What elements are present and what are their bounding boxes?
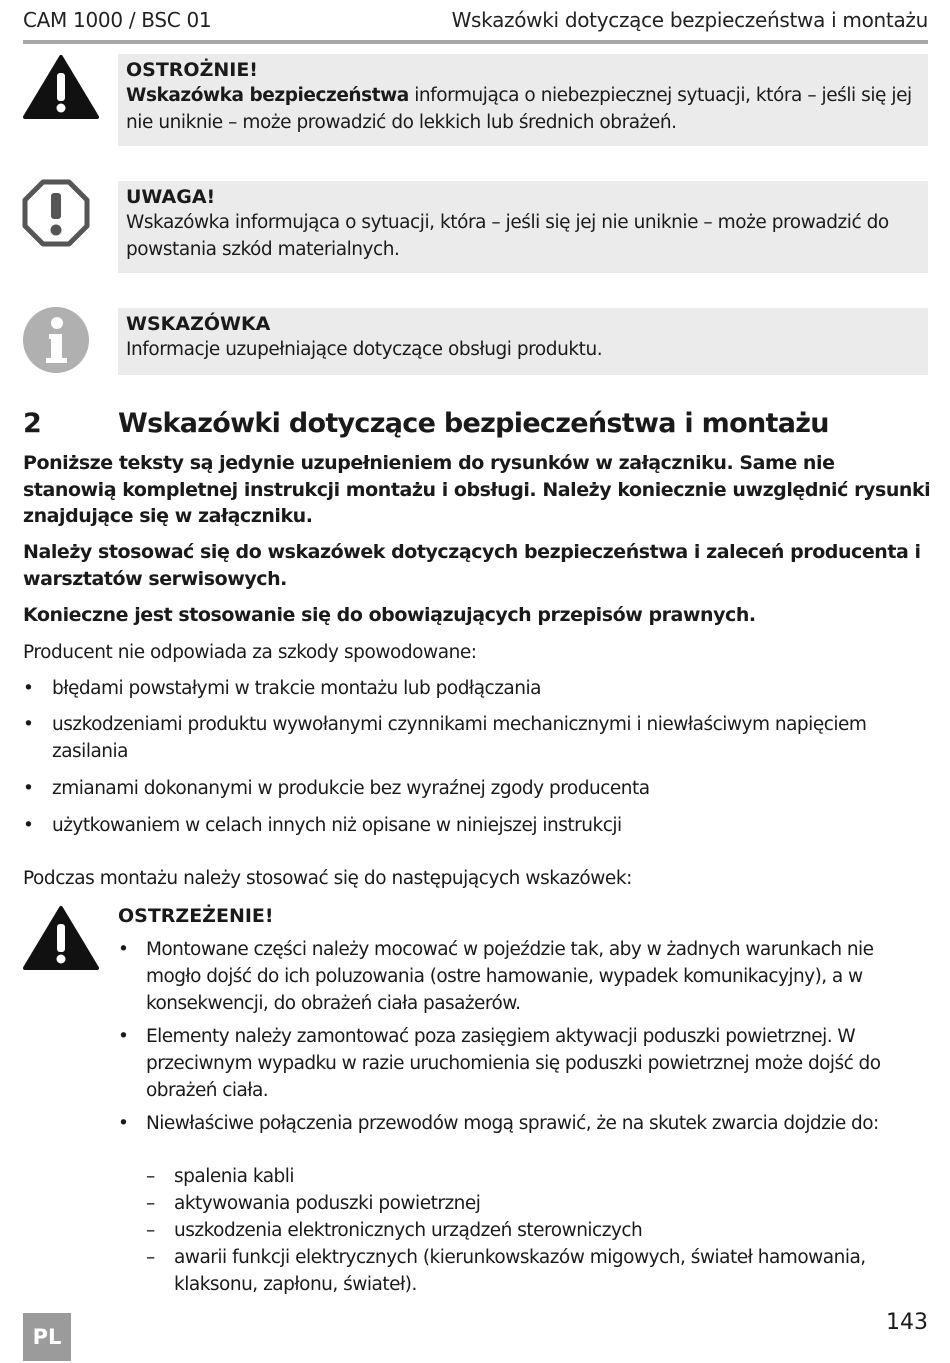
warning-item: [118, 1110, 933, 1137]
bullet: •: [118, 1113, 129, 1134]
warning-item: [118, 1023, 933, 1104]
list-item-text: błędami powstałymi w trakcie montażu lub podłączania: [52, 678, 541, 699]
install-intro: Podczas montażu należy stosować się do następujących wskazówek:: [23, 868, 632, 889]
dash: –: [146, 1220, 155, 1241]
warning-subitem-text: uszkodzenia elektronicznych urządzeń sterowniczych: [174, 1220, 643, 1241]
header-section-title: Wskazówki dotyczące bezpieczeństwa i montażu: [451, 8, 928, 32]
bold-paragraph: Konieczne jest stosowanie się do obowiązujących przepisów prawnych.: [23, 604, 756, 626]
attention-title: UWAGA!: [126, 186, 216, 208]
liability-intro: Producent nie odpowiada za szkody spowodowane:: [23, 642, 477, 663]
warning-subitem-text: spalenia kabli: [174, 1166, 295, 1187]
warning-item-text: Elementy należy zamontować poza zasięgiem aktywacji poduszki powietrznej. W przeciwnym wypadku w razie uruchomienia się poduszki powietrznej może dojść do obrażeń ciała.: [146, 1026, 881, 1101]
bullet: •: [23, 714, 34, 735]
warning-subitem-text: awarii funkcji elektrycznych (kierunkowskazów migowych, świateł hamowania, klaksonu, zapłonu, świateł).: [174, 1247, 866, 1295]
caution-text: [126, 83, 920, 136]
caution-title: OSTROŻNIE!: [126, 59, 258, 81]
list-item-text: uszkodzeniami produktu wywołanymi czynnikami mechanicznymi i niewłaściwym napięciem zasilania: [52, 714, 867, 762]
list-item: [23, 775, 933, 802]
caution-notice: [118, 54, 928, 146]
attention-notice: [118, 181, 928, 273]
header-doc-title: CAM 1000 / BSC 01: [23, 8, 212, 32]
warning-title: OSTRZEŻENIE!: [118, 905, 274, 927]
info-circle-icon: [22, 306, 90, 374]
bold-paragraph: Należy stosować się do wskazówek dotyczących bezpieczeństwa i zaleceń producenta i warsztatów serwisowych.: [23, 541, 921, 590]
section-title: Wskazówki dotyczące bezpieczeństwa i montażu: [118, 408, 829, 439]
bullet: •: [23, 815, 34, 836]
dash: –: [146, 1193, 155, 1214]
bullet: •: [23, 778, 34, 799]
bullet: •: [118, 1026, 129, 1047]
language-badge: PL: [23, 1313, 71, 1361]
header-divider: [23, 40, 928, 44]
warning-item-text: Montowane części należy mocować w pojeździe tak, aby w żadnych warunkach nie mogło dojść do ich poluzowania (ostre hamowanie, wypadek komunikacyjny), a w konsekwencji, do obrażeń ciała pasażerów.: [146, 939, 874, 1014]
caution-body: informująca o niebezpiecznej sytuacji, która – jeśli się jej nie uniknie – może prowadzić do lekkich lub średnich obrażeń.: [126, 85, 912, 133]
bold-paragraph: Poniższe teksty są jedynie uzupełnieniem do rysunków w załączniku. Same nie stanowią kompletnej instrukcji montażu i obsługi. Należy koniecznie uwzględnić rysunki znajdujące się w załączniku.: [23, 452, 931, 527]
list-item: [23, 675, 933, 702]
page-number: 143: [886, 1310, 928, 1335]
hint-title: WSKAZÓWKA: [126, 313, 271, 335]
hint-text: Informacje uzupełniające dotyczące obsługi produktu.: [126, 339, 603, 360]
section-number: 2: [23, 408, 42, 439]
warning-subitem: [146, 1190, 936, 1217]
warning-subitem: [146, 1244, 936, 1298]
list-item: [23, 711, 933, 765]
list-item: [23, 812, 933, 839]
octagon-exclamation-icon: [22, 179, 90, 247]
warning-item-text: Niewłaściwe połączenia przewodów mogą sprawić, że na skutek zwarcia dojdzie do:: [146, 1113, 879, 1134]
warning-subitem-text: aktywowania poduszki powietrznej: [174, 1193, 481, 1214]
bullet: •: [23, 678, 34, 699]
warning-subitem: [146, 1163, 936, 1190]
dash: –: [146, 1247, 155, 1268]
warning-subitem: [146, 1217, 936, 1244]
warning-triangle-icon: [23, 54, 99, 120]
warning-item: [118, 936, 933, 1017]
attention-text: Wskazówka informująca o sytuacji, która – jeśli się jej nie uniknie – może prowadzić do powstania szkód materialnych.: [126, 212, 889, 260]
list-item-text: zmianami dokonanymi w produkcie bez wyraźnej zgody producenta: [52, 778, 650, 799]
caution-bold-lead: Wskazówka bezpieczeństwa: [126, 85, 409, 106]
hint-notice: [118, 308, 928, 375]
list-item-text: użytkowaniem w celach innych niż opisane w niniejszej instrukcji: [52, 815, 622, 836]
warning-triangle-icon: [23, 905, 99, 971]
bullet: •: [118, 939, 129, 960]
dash: –: [146, 1166, 155, 1187]
